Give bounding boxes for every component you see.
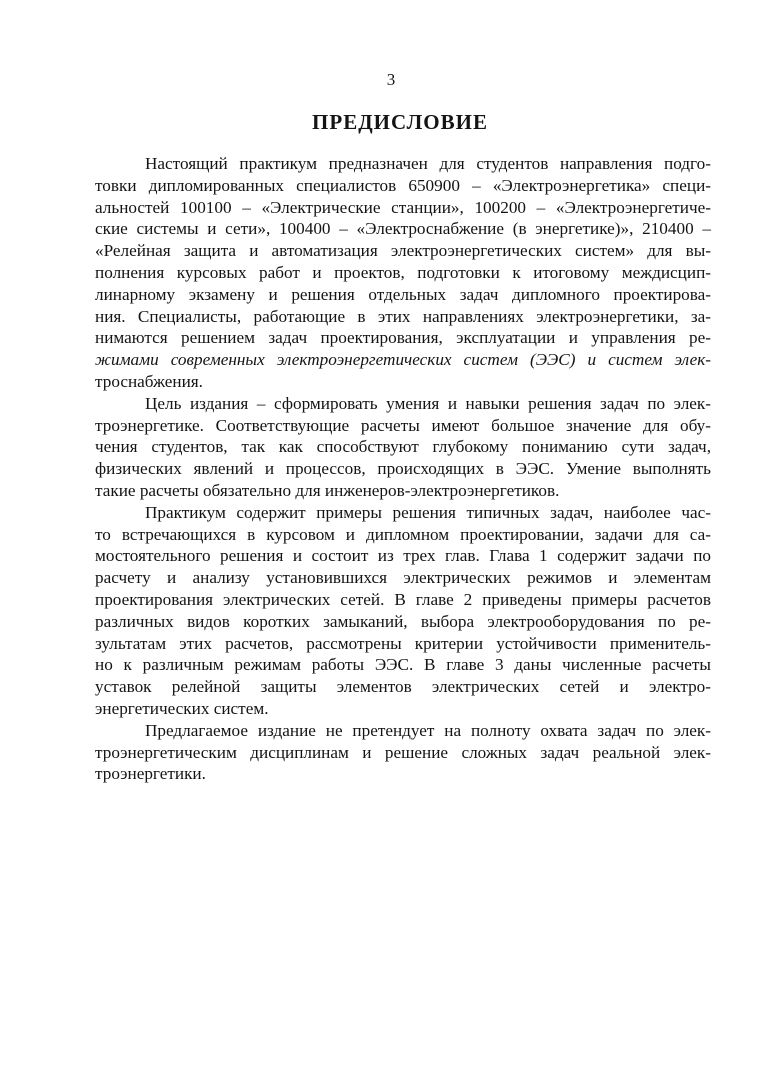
text-line: энергетических систем.: [95, 698, 269, 718]
text-line: линарному экзамену и решения отдельных задач дипломного проектирова-: [95, 284, 711, 304]
text-line: Цель издания – сформировать умения и навыки решения задач по элек-: [145, 393, 711, 413]
text-line: товки дипломированных специалистов 650900 – «Электроэнергетика» специ-: [95, 175, 711, 195]
text-line: мостоятельного решения и состоит из трех глав. Глава 1 содержит задачи по: [95, 546, 711, 566]
text-line: такие расчеты обязательно для инженеров-электроэнергетиков.: [95, 480, 560, 500]
text-line: Практикум содержит примеры решения типичных задач, наиболее час-: [145, 502, 711, 522]
paragraph-1: [95, 153, 711, 393]
paragraph-4: [95, 720, 711, 785]
text-line: нимаются решением задач проектирования, эксплуатации и управления ре-: [95, 328, 711, 348]
text-line: троснабжения.: [95, 371, 203, 391]
text-line: полнения курсовых работ и проектов, подготовки к итоговому междисцип-: [95, 262, 711, 282]
text-line: но к различным режимам работы ЭЭС. В главе 3 даны численные расчеты: [95, 655, 711, 675]
text-line: чения студентов, так как способствуют глубокому пониманию сути задач,: [95, 437, 711, 457]
document-body: [95, 153, 711, 785]
text-line: альностей 100100 – «Электрические станции», 100200 – «Электроэнергетиче-: [95, 197, 711, 217]
text-line: ния. Специалисты, работающие в этих направлениях электроэнергетики, за-: [95, 306, 711, 326]
text-line: зультатам этих расчетов, рассмотрены критерии устойчивости применитель-: [95, 633, 711, 653]
page-title: ПРЕДИСЛОВИЕ: [312, 110, 488, 134]
text-line: то встречающихся в курсовом и дипломном проектировании, задачи для са-: [95, 524, 711, 544]
text-line: физических явлений и процессов, происходящих в ЭЭС. Умение выполнять: [95, 459, 711, 479]
text-line: Предлагаемое издание не претендует на полноту охвата задач по элек-: [145, 720, 711, 740]
text-line: Настоящий практикум предназначен для студентов направления подго-: [145, 154, 711, 173]
text-line: жимами современных электроэнергетических систем (ЭЭС) и систем элек-: [95, 350, 711, 370]
text-line: ские системы и сети», 100400 – «Электроснабжение (в энергетике)», 210400 –: [95, 219, 711, 239]
text-line: троэнергетическим дисциплинам и решение сложных задач реальной элек-: [95, 742, 711, 762]
page-number: 3: [386, 70, 396, 89]
text-line: троэнергетики.: [95, 764, 206, 784]
paragraph-2: [95, 393, 711, 502]
text-line: проектирования электрических сетей. В главе 2 приведены примеры расчетов: [95, 589, 711, 609]
paragraph-3: [95, 502, 711, 720]
text-line: различных видов коротких замыканий, выбора электрооборудования по ре-: [95, 611, 711, 631]
text-line: уставок релейной защиты элементов электрических сетей и электро-: [95, 677, 711, 697]
text-line: «Релейная защита и автоматизация электроэнергетических систем» для вы-: [95, 241, 711, 261]
text-line: троэнергетике. Соответствующие расчеты имеют большое значение для обу-: [95, 415, 711, 435]
text-line: расчету и анализу установившихся электрических режимов и элементам: [95, 568, 711, 588]
